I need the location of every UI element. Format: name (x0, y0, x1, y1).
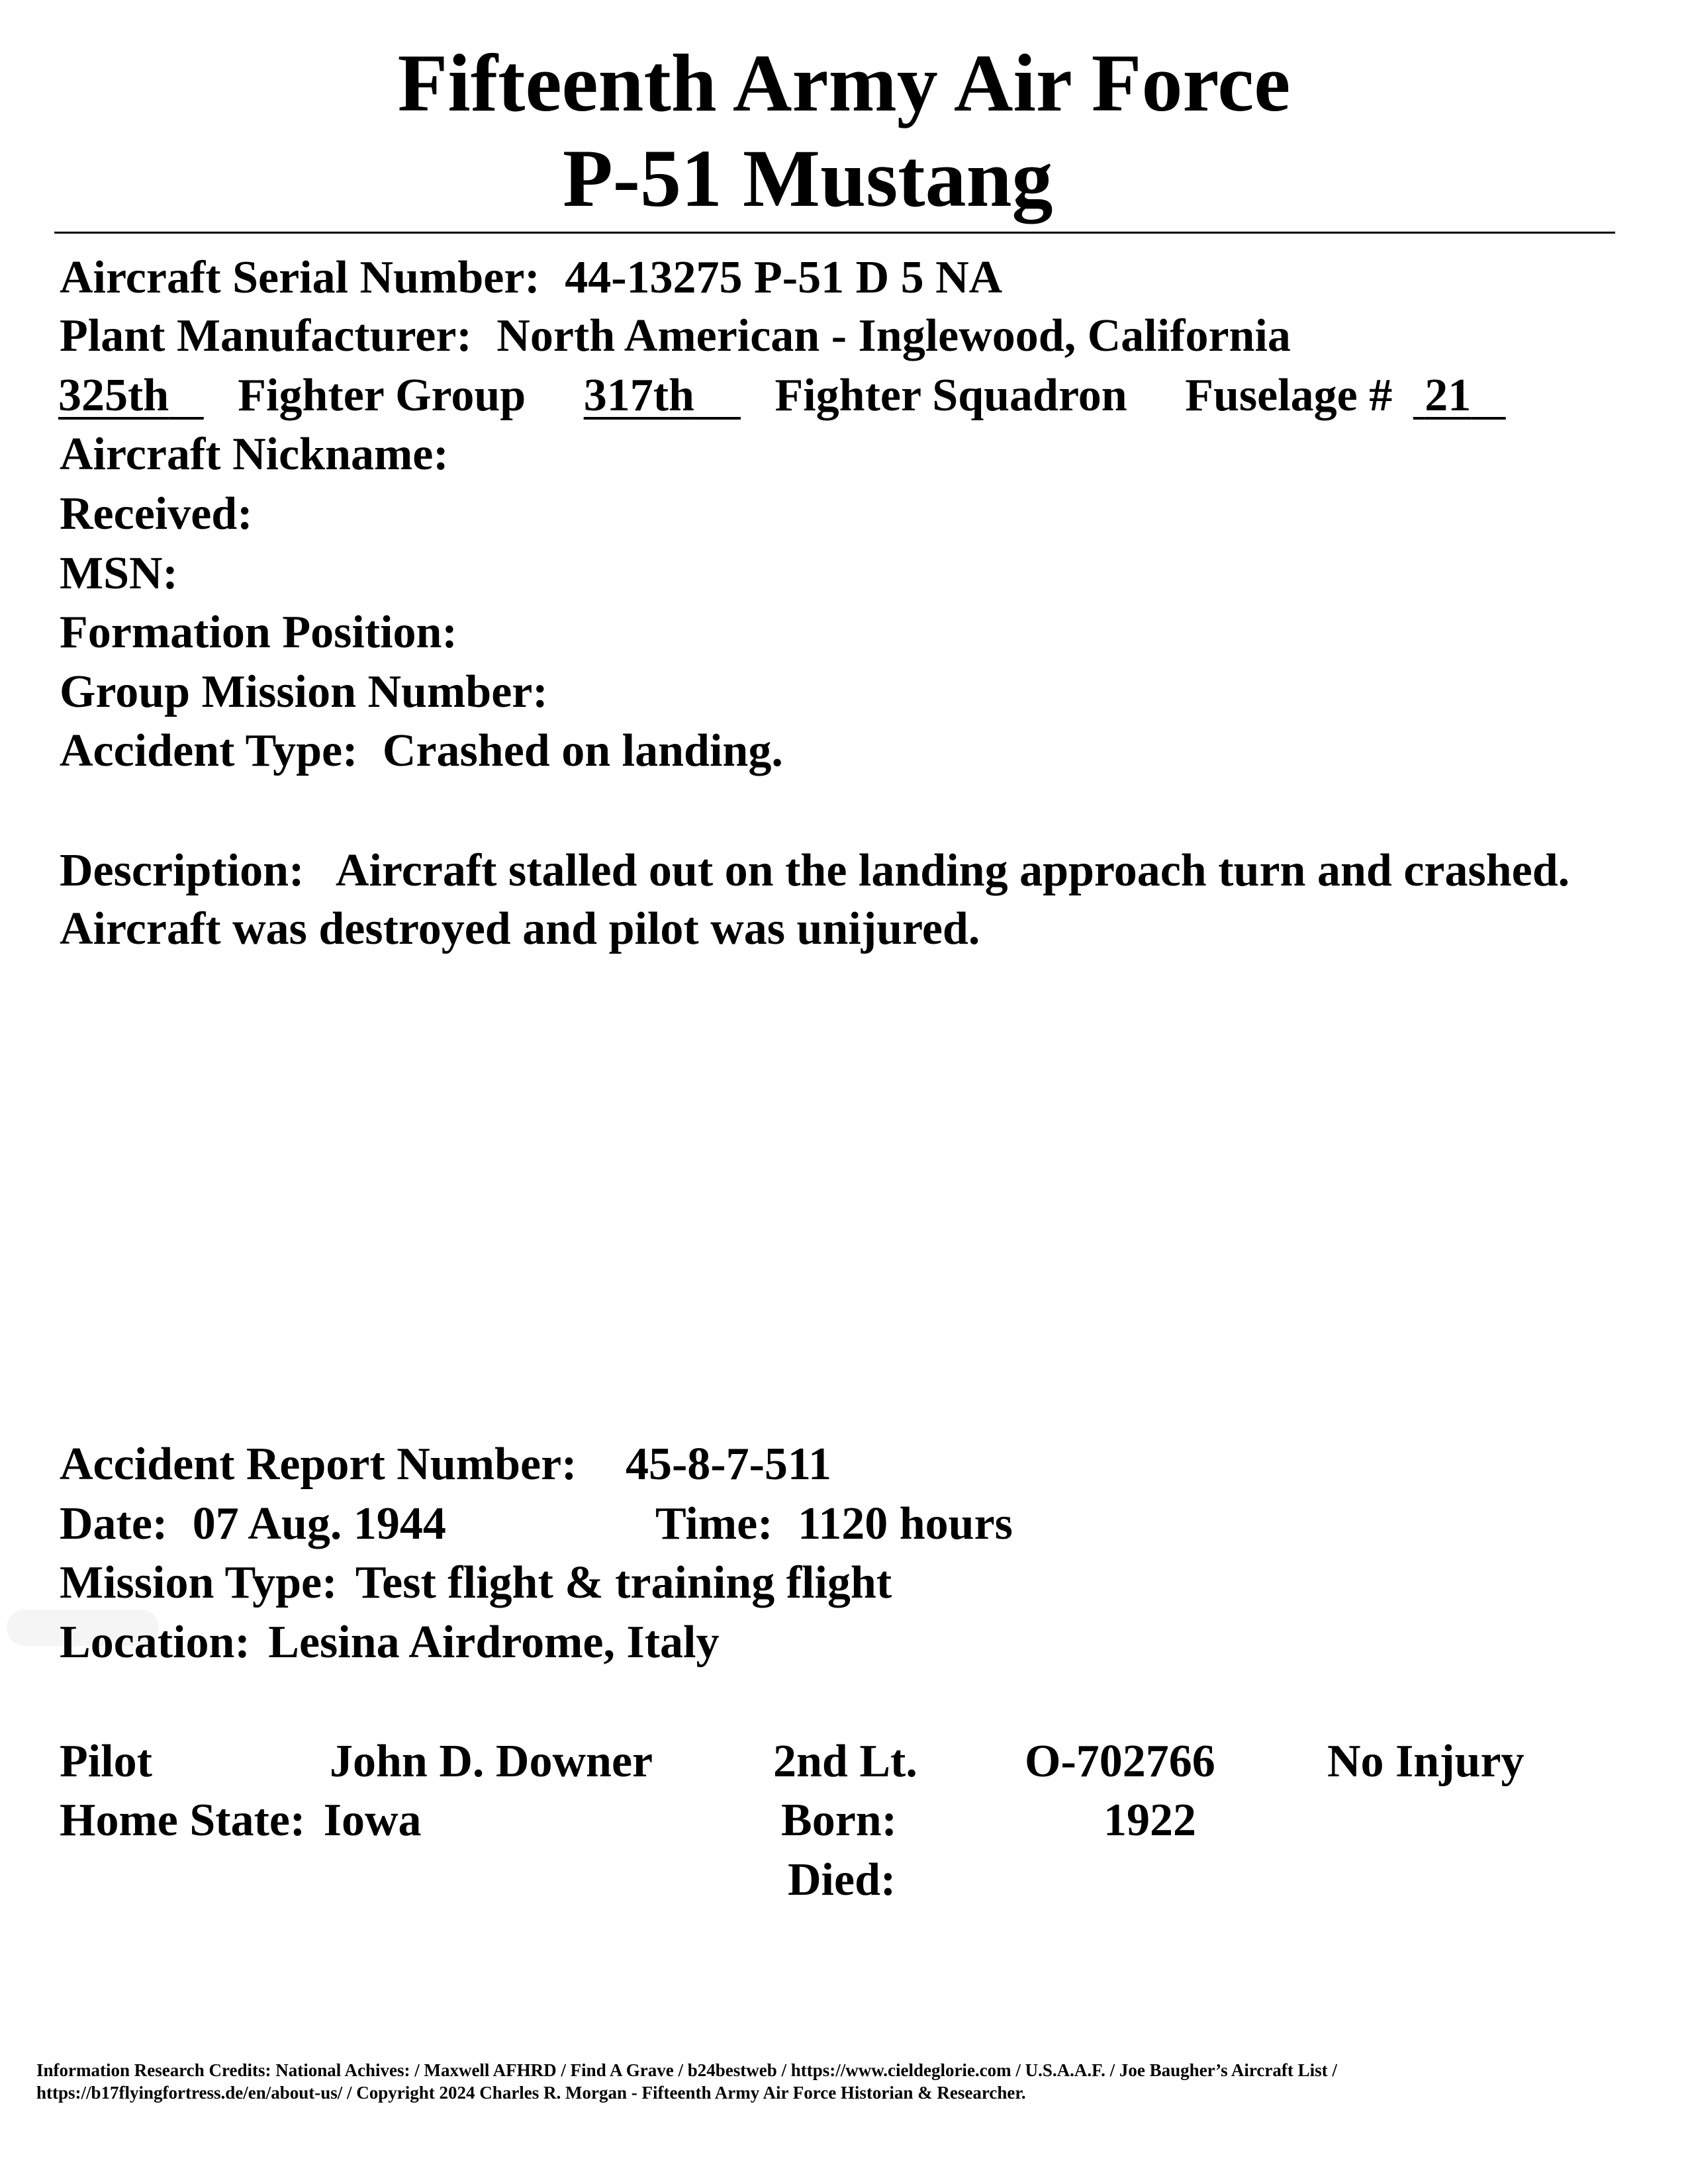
fuselage-label: Fuselage # (1185, 370, 1393, 421)
mission-type-row (60, 1557, 892, 1608)
accident-type-label: Accident Type: (60, 725, 358, 776)
died-label: Died: (788, 1854, 896, 1905)
manufacturer-row (60, 310, 1291, 361)
location-label: Location: (60, 1617, 250, 1668)
pilot-status: No Injury (1327, 1736, 1524, 1787)
fighter-squadron-value: 317th (583, 370, 694, 421)
footer-credits-line2: https://b17flyingfortress.de/en/about-us/ / Copyright 2024 Charles R. Morgan - Fifteenth Army Air Force Historian & Researcher. (36, 2083, 1026, 2103)
born-value: 1922 (1103, 1795, 1196, 1846)
pilot-name: John D. Downer (330, 1736, 653, 1787)
home-state-row (60, 1797, 422, 1844)
msn-label: MSN: (60, 548, 178, 599)
group-row (58, 370, 1506, 421)
description-row (60, 845, 1570, 896)
manufacturer-label: Plant Manufacturer: (60, 310, 472, 361)
date-row (60, 1498, 446, 1549)
fighter-group-label: Fighter Group (238, 370, 526, 421)
home-state-label: Home State: (60, 1795, 306, 1846)
time-label: Time: (655, 1498, 773, 1549)
report-number-value: 45-8-7-511 (625, 1439, 832, 1490)
serial-number-value: 44-13275 P-51 D 5 NA (565, 252, 1003, 303)
accident-type-value: Crashed on landing. (382, 725, 783, 776)
page-subtitle: P-51 Mustang (563, 133, 1053, 224)
mission-type-value: Test flight & training flight (355, 1557, 892, 1608)
report-number-row (60, 1441, 831, 1488)
description-label: Description: (60, 845, 305, 896)
pilot-rank: 2nd Lt. (773, 1736, 917, 1787)
accident-type-row (60, 725, 783, 776)
fuselage-value: 21 (1425, 370, 1472, 421)
time-value: 1120 hours (798, 1498, 1013, 1549)
mission-type-label: Mission Type: (60, 1557, 338, 1608)
manufacturer-value: North American - Inglewood, California (496, 310, 1291, 361)
born-label: Born: (781, 1795, 897, 1846)
fighter-group-value: 325th (58, 370, 169, 421)
formation-position-label: Formation Position: (60, 607, 457, 658)
serial-number-label: Aircraft Serial Number: (60, 252, 540, 303)
date-value: 07 Aug. 1944 (192, 1498, 446, 1549)
fighter-squadron-label: Fighter Squadron (774, 370, 1127, 421)
time-row (655, 1498, 1013, 1549)
nickname-label: Aircraft Nickname: (60, 429, 449, 480)
description-text-line2: Aircraft was destroyed and pilot was unijured. (60, 903, 980, 954)
footer-credits-line1: Information Research Credits: National Achives: / Maxwell AFHRD / Find A Grave / b24bestweb / https://www.cieldeglorie.com / U.S.A.A.F. / Joe Baugher’s Aircraft List / (36, 2060, 1337, 2080)
date-label: Date: (60, 1498, 168, 1549)
location-row (60, 1619, 719, 1666)
pilot-serial-number: O-702766 (1025, 1736, 1215, 1787)
location-value: Lesina Airdrome, Italy (268, 1617, 720, 1668)
received-label: Received: (60, 488, 253, 539)
report-number-label: Accident Report Number: (60, 1439, 577, 1490)
description-text-line1: Aircraft stalled out on the landing approach turn and crashed. (335, 845, 1570, 896)
group-mission-number-label: Group Mission Number: (60, 666, 548, 717)
pilot-role: Pilot (60, 1736, 152, 1787)
page-title: Fifteenth Army Air Force (397, 38, 1291, 128)
home-state-value: Iowa (323, 1795, 422, 1846)
serial-number-row (60, 252, 1003, 303)
header-divider (54, 232, 1615, 234)
